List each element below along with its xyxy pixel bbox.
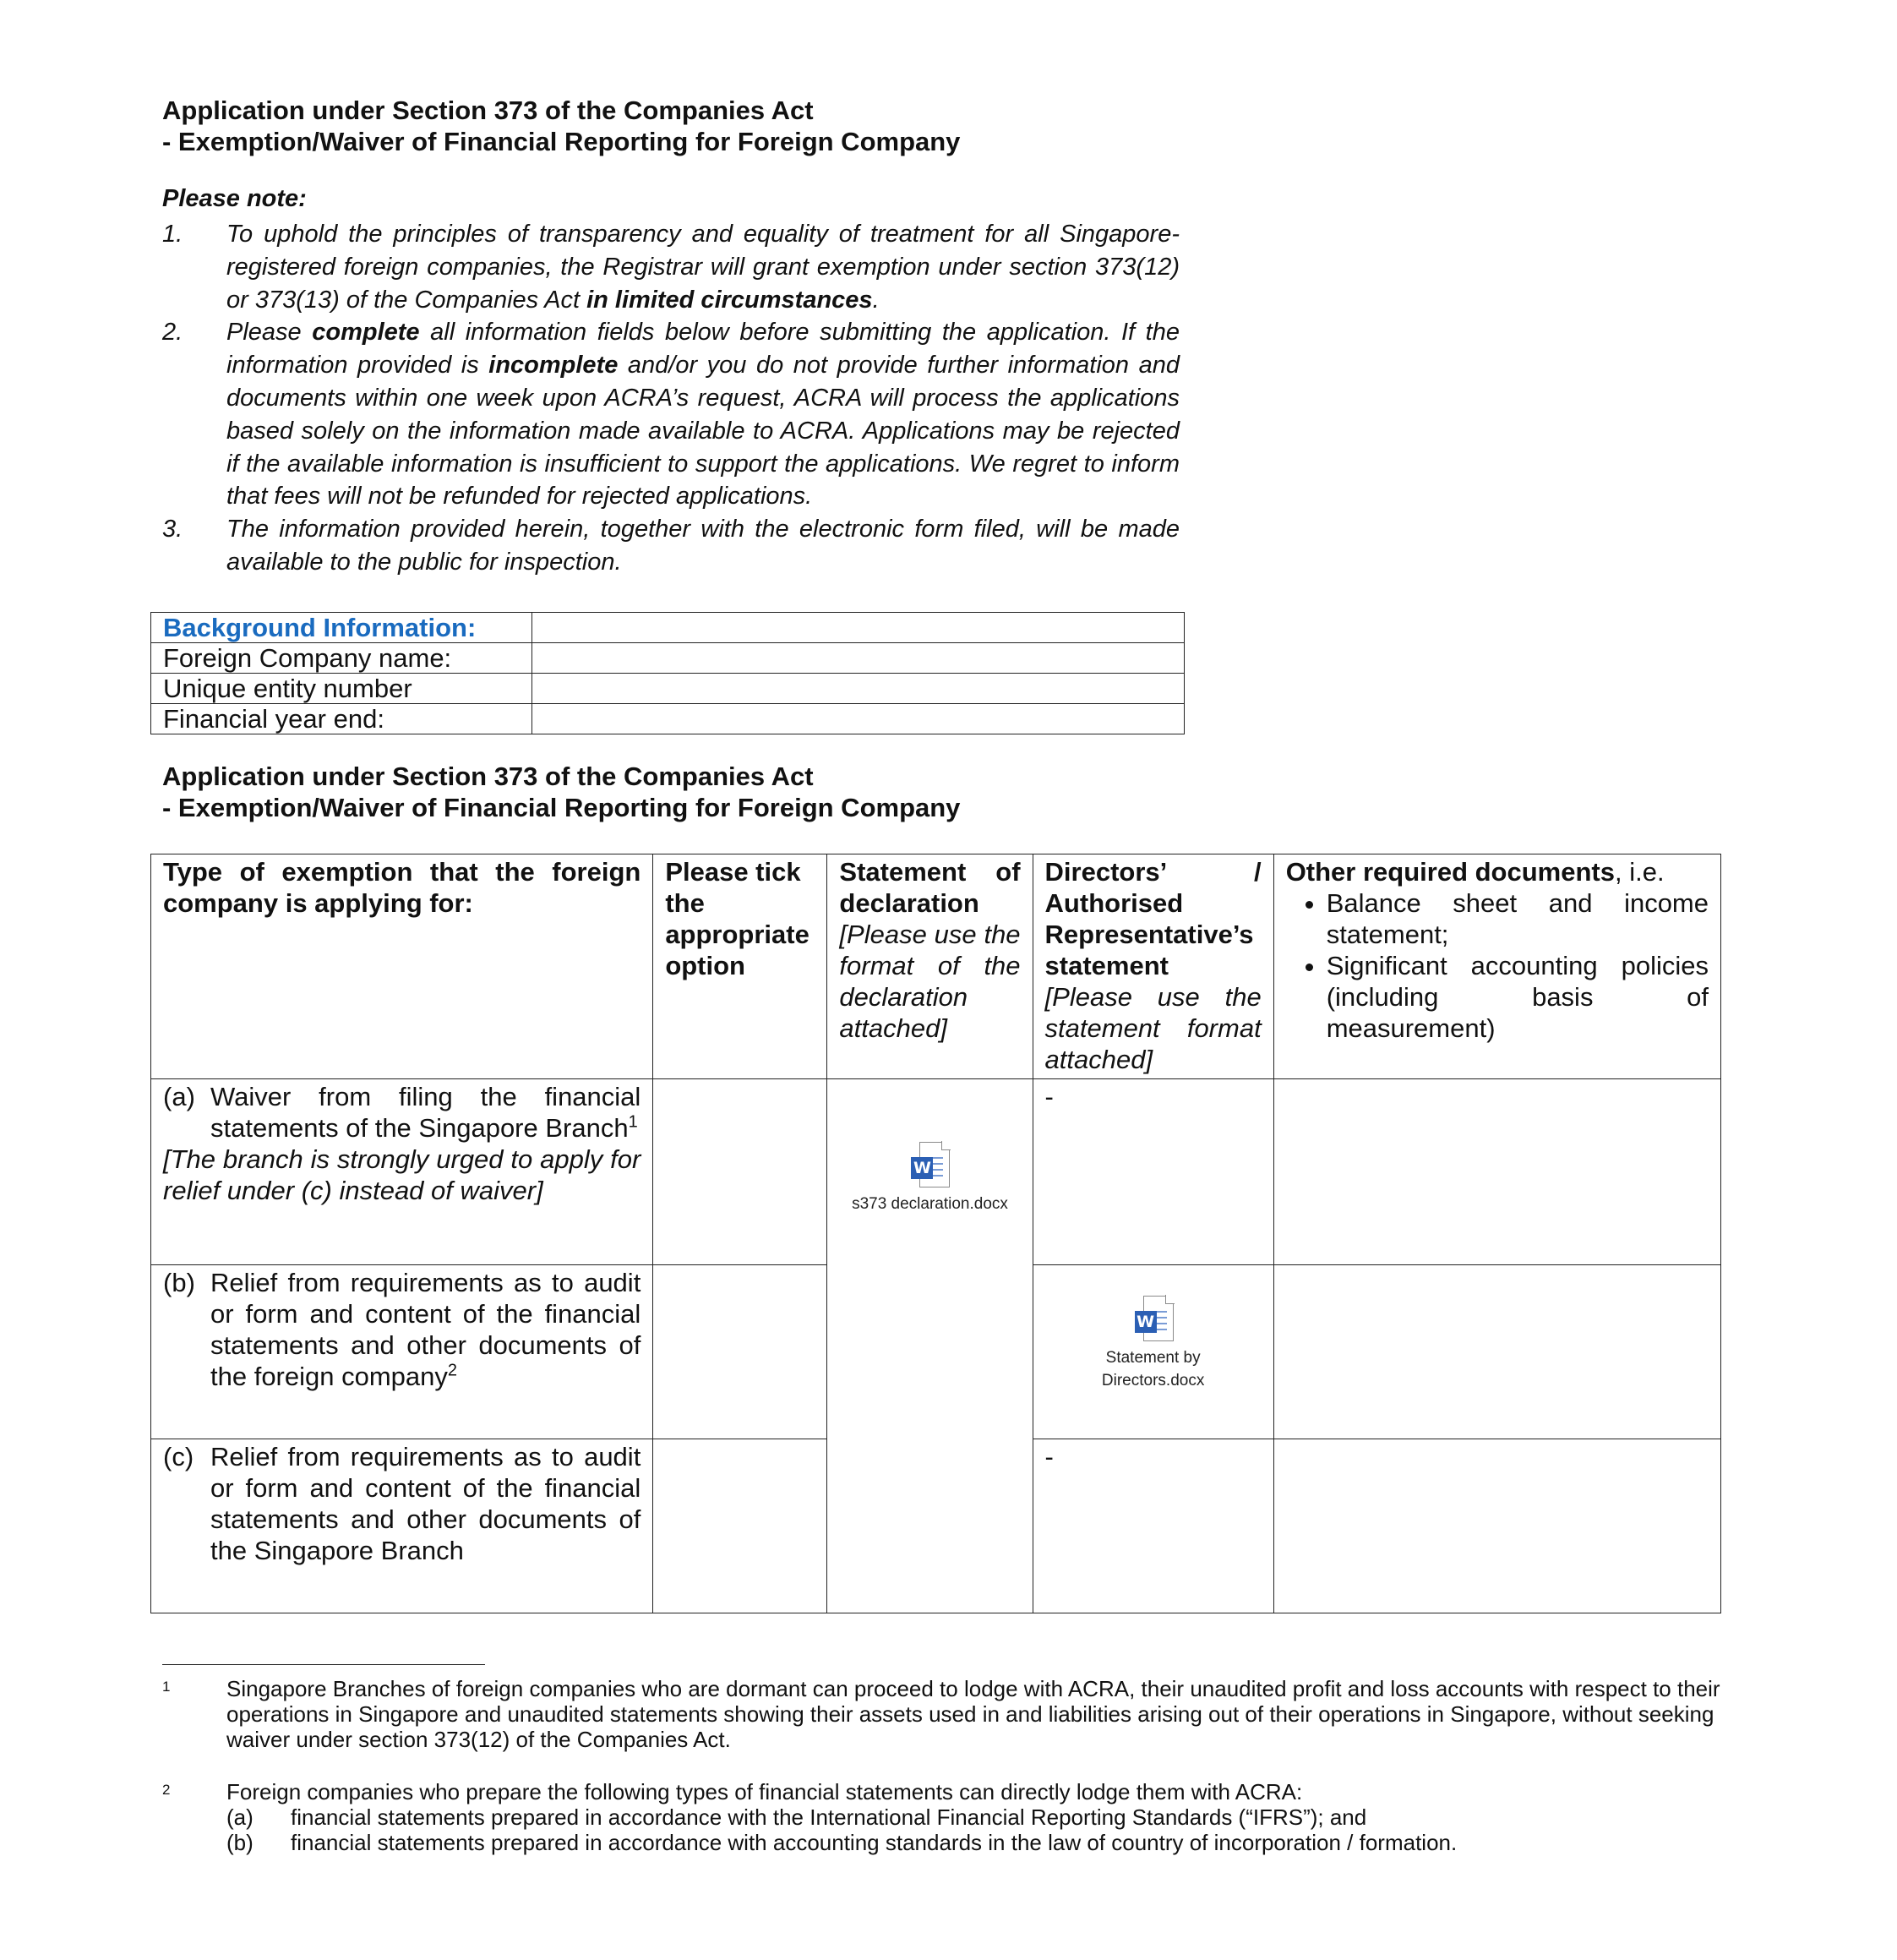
fye-field[interactable] bbox=[532, 704, 1185, 734]
word-document-icon: W bbox=[911, 1142, 948, 1187]
uen-field[interactable] bbox=[532, 674, 1185, 704]
declaration-attachment[interactable] bbox=[839, 1142, 1020, 1215]
directors-filename-line-2: Directors.docx bbox=[1101, 1372, 1205, 1389]
declaration-attachment-cell bbox=[827, 1079, 1033, 1613]
tick-cell-b[interactable] bbox=[653, 1265, 827, 1439]
background-heading: Background Information: bbox=[151, 613, 532, 643]
uen-label: Unique entity number bbox=[151, 674, 532, 704]
required-document-item: • Significant accounting policies (including basis of measurement) bbox=[1327, 950, 1709, 1044]
title-line-1: Application under Section 373 of the Companies Act bbox=[162, 96, 814, 125]
other-docs-cell-b[interactable] bbox=[1273, 1265, 1720, 1439]
note-text: The information provided herein, together with the electronic form filed, will be made available to the public for inspection. bbox=[226, 516, 1180, 576]
section-title bbox=[162, 761, 960, 823]
note-number: 3. bbox=[162, 516, 183, 543]
background-heading-value bbox=[532, 613, 1185, 643]
footnote-subitem: (b) financial statements prepared in accordance with accounting standards in the law of country of incorporation / formation. bbox=[226, 1830, 1458, 1855]
title-line-2: - Exemption/Waiver of Financial Reporting for Foreign Company bbox=[162, 127, 961, 156]
tick-cell-c[interactable] bbox=[653, 1439, 827, 1613]
fye-label: Financial year end: bbox=[151, 704, 532, 734]
section-title-line-1: Application under Section 373 of the Companies Act bbox=[162, 762, 814, 791]
exemption-table bbox=[150, 854, 1721, 1613]
footnote-text: Foreign companies who prepare the following types of financial statements can directly lodge them with ACRA: (a) financial statements prepared in accordance with the International Financial Reporting Standards (“IFRS”); and (b) financial statements prepared in accordance with accounting standards in the law of country of incorporation / formation. bbox=[226, 1779, 1734, 1855]
word-document-icon: W bbox=[1135, 1296, 1172, 1341]
header-statement-declaration: Statement of declaration [Please use the format of the declaration attached] bbox=[827, 854, 1033, 1079]
directors-filename-line-1: Statement by bbox=[1105, 1349, 1201, 1367]
directors-cell-c: - bbox=[1033, 1439, 1273, 1613]
required-document-item: • Balance sheet and income statement; bbox=[1327, 887, 1709, 950]
footnote-mark: 1 bbox=[162, 1679, 171, 1695]
note-text: Please complete all information fields below before submitting the application. If the information provided is incomplete and/or you do not provide further information and documents within one week upon ACRA’s request, ACRA will process the applications based solely on the information made available to ACRA. Applications may be rejected if the available information is insufficient to support the applications. We regret to inform that fees will not be refunded for rejected applications. bbox=[226, 319, 1180, 510]
note-number: 1. bbox=[162, 221, 183, 248]
background-info-table bbox=[150, 612, 1185, 734]
note-item bbox=[162, 316, 1180, 513]
directors-cell-a: - bbox=[1033, 1079, 1273, 1265]
note-item bbox=[162, 218, 1180, 316]
footnote-1 bbox=[162, 1676, 1734, 1752]
header-tick-option: Please tick the appropriate option bbox=[653, 854, 827, 1079]
exemption-type-a-note: [The branch is strongly urged to apply for relief under (c) instead of waiver] bbox=[163, 1144, 641, 1205]
footnote-subitem: (a) financial statements prepared in accordance with the International Financial Reporting Standards (“IFRS”); and bbox=[226, 1804, 1367, 1830]
other-docs-cell-c[interactable] bbox=[1273, 1439, 1720, 1613]
document-title bbox=[162, 95, 960, 157]
notes-list bbox=[162, 218, 1180, 579]
tick-cell-a[interactable] bbox=[653, 1079, 827, 1265]
note-number: 2. bbox=[162, 319, 183, 347]
exemption-type-a: (a) Waiver from filing the financial statements of the Singapore Branch$^1$ [The branch is strongly urged to apply for relief under (c) instead of waiver] bbox=[151, 1079, 653, 1265]
directors-attachment[interactable] bbox=[1045, 1296, 1262, 1392]
header-other-documents: Other required documents, i.e. • Balance sheet and income statement; • Significant accounting policies (including basis of measurement) bbox=[1273, 854, 1720, 1079]
header-directors-statement: Directors’ / Authorised Representative’s statement [Please use the statement format attached] bbox=[1033, 854, 1273, 1079]
footnote-2 bbox=[162, 1779, 1734, 1855]
required-documents-list bbox=[1286, 887, 1709, 1044]
table-row bbox=[151, 1079, 1721, 1265]
exemption-type-c: (c) Relief from requirements as to audit or form and content of the financial statements and other documents of the Singapore Branch bbox=[151, 1439, 653, 1613]
note-text: To uphold the principles of transparency and equality of treatment for all Singapore-registered foreign companies, the Registrar will grant exemption under section 373(12) or 373(13) of the Companies Act in limited circumstances. bbox=[226, 221, 1180, 314]
company-name-field[interactable] bbox=[532, 643, 1185, 674]
footnote-divider bbox=[162, 1664, 485, 1665]
footnote-mark: 2 bbox=[162, 1782, 171, 1798]
header-exemption-type: Type of exemption that the foreign company is applying for: bbox=[151, 854, 653, 1079]
other-docs-cell-a[interactable] bbox=[1273, 1079, 1720, 1265]
company-name-label: Foreign Company name: bbox=[151, 643, 532, 674]
exemption-type-b: (b) Relief from requirements as to audit or form and content of the financial statements and other documents of the foreign company$^2$ bbox=[151, 1265, 653, 1439]
section-title-line-2: - Exemption/Waiver of Financial Reporting for Foreign Company bbox=[162, 793, 961, 822]
footnote-text: Singapore Branches of foreign companies who are dormant can proceed to lodge with ACRA, their unaudited profit and loss accounts with respect to their operations in Singapore and unaudited statements showing their assets used in and liabilities arising out of their operations in Singapore, without seeking waiver under section 373(12) of the Companies Act. bbox=[226, 1676, 1720, 1752]
declaration-filename: s373 declaration.docx bbox=[852, 1195, 1008, 1213]
note-item bbox=[162, 513, 1180, 579]
notes-heading: Please note: bbox=[162, 185, 307, 212]
directors-attachment-cell bbox=[1033, 1265, 1273, 1439]
